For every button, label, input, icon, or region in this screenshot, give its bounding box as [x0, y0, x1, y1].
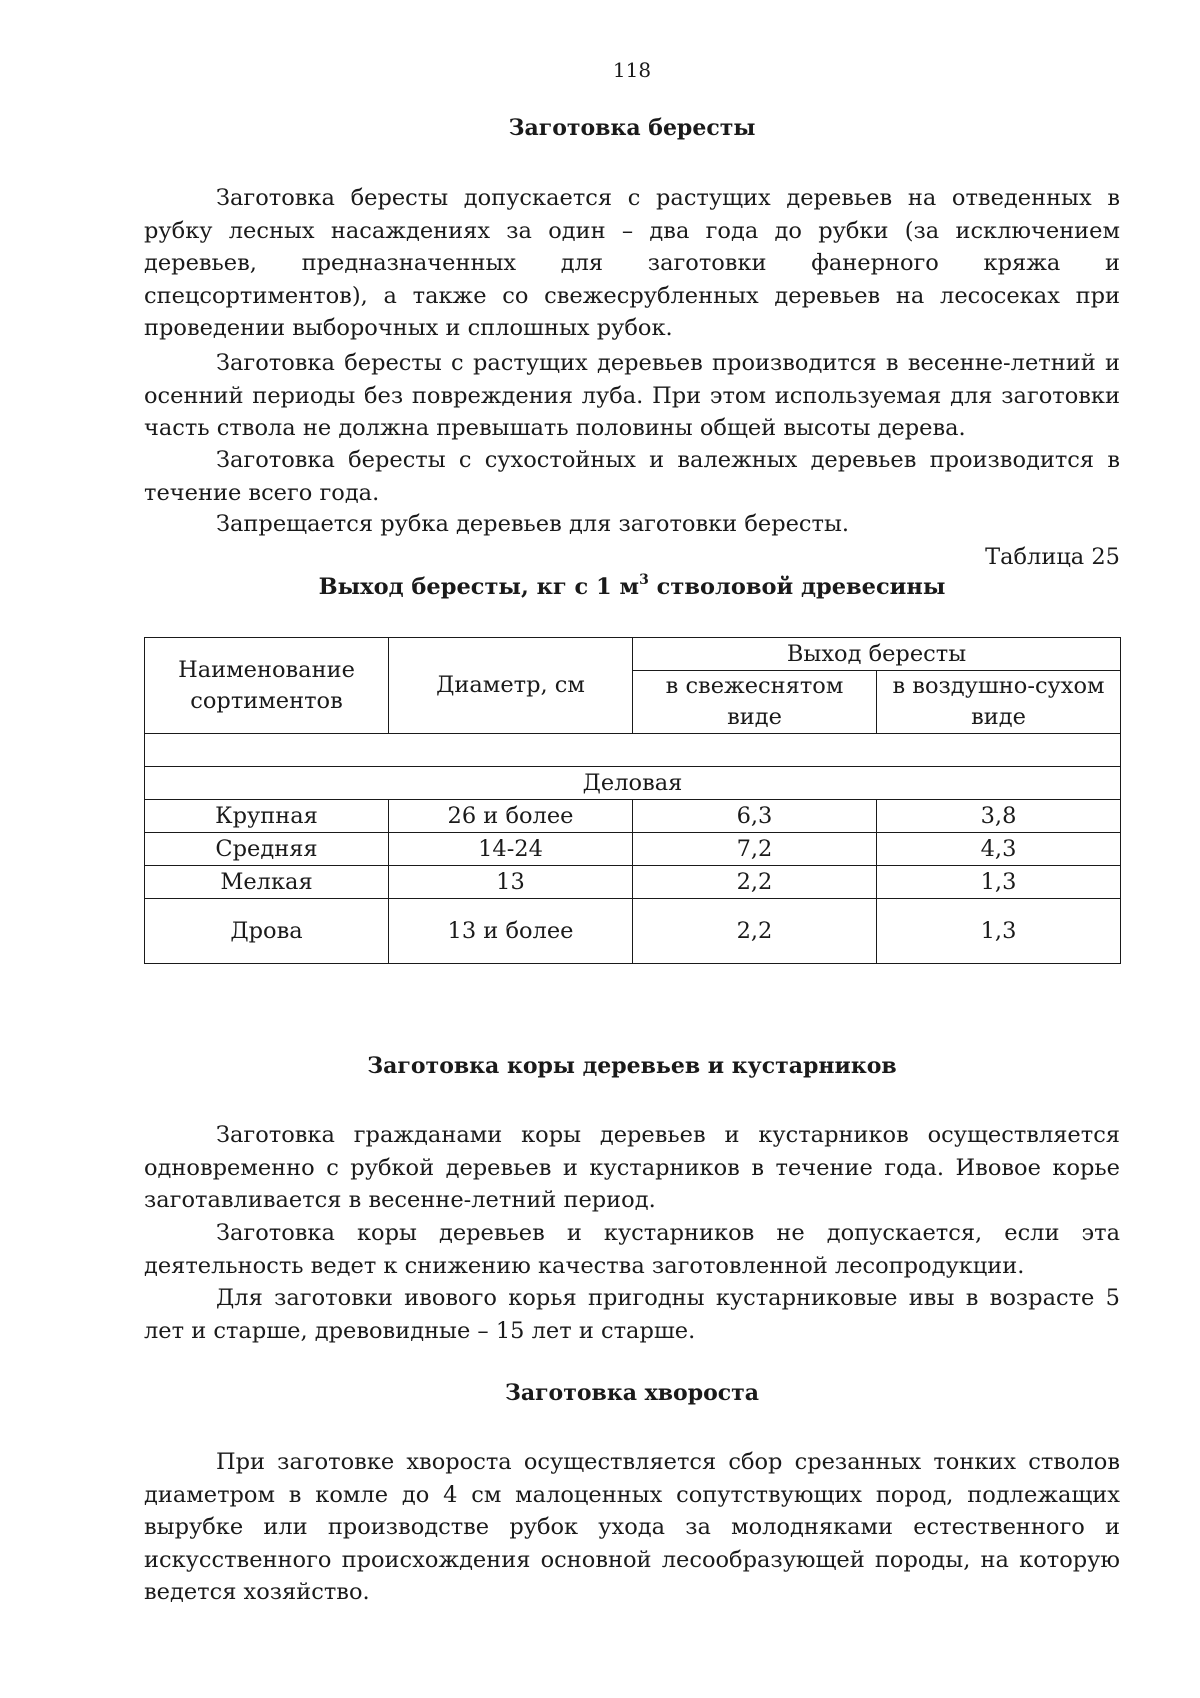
cell-fresh: 2,2	[633, 899, 877, 964]
cell-diameter: 13	[389, 866, 633, 899]
table-title-tail: стволовой древесины	[648, 574, 946, 600]
section-title-birch-bark: Заготовка бересты	[508, 115, 756, 141]
table-row	[145, 899, 1121, 964]
header-fresh: в свежеснятом виде	[633, 671, 877, 734]
cell-fresh: 6,3	[633, 800, 877, 833]
blank-cell	[145, 734, 1121, 767]
header-dry: в воздушно-сухом виде	[877, 671, 1121, 734]
table-section-row	[145, 767, 1121, 800]
header-name: Наименование сортиментов	[145, 638, 389, 734]
cell-dry: 1,3	[877, 866, 1121, 899]
paragraph: Заготовка бересты допускается с растущих деревьев на отведенных в рубку лесных насаждениях за один – два года до рубки (за исключением деревьев, предназначенных для заготовки фанерного кряжа и спецсортиментов), а также со свежесрубленных деревьев на лесосеках при проведении выборочных и сплошных рубок.	[144, 185, 1120, 342]
paragraph: Заготовка бересты с сухостойных и валежных деревьев производится в течение всего года.	[144, 447, 1120, 506]
cell-diameter: 14-24	[389, 833, 633, 866]
cell-name: Крупная	[145, 800, 389, 833]
paragraph: Заготовка бересты с растущих деревьев производится в весенне-летний и осенний периоды без повреждения луба. При этом используемая для заготовки часть ствола не должна превышать половины общей высоты дерева.	[144, 350, 1120, 442]
page-number: 118	[612, 58, 652, 82]
section-label-cell: Деловая	[145, 767, 1121, 800]
table-row	[145, 800, 1121, 833]
cell-diameter: 26 и более	[389, 800, 633, 833]
cell-name: Средняя	[145, 833, 389, 866]
paragraph: Заготовка гражданами коры деревьев и кустарников осуществляется одновременно с рубкой деревьев и кустарников в течение года. Ивовое корье заготавливается в весенне-летний период.	[144, 1122, 1120, 1214]
cell-diameter: 13 и более	[389, 899, 633, 964]
cell-dry: 1,3	[877, 899, 1121, 964]
cell-dry: 4,3	[877, 833, 1121, 866]
header-diameter: Диаметр, см	[389, 638, 633, 734]
paragraph: Запрещается рубка деревьев для заготовки бересты.	[216, 511, 850, 537]
cell-fresh: 7,2	[633, 833, 877, 866]
cell-name: Дрова	[145, 899, 389, 964]
table-title-main: Выход бересты, кг с 1 м	[318, 574, 640, 600]
table-row	[145, 833, 1121, 866]
paragraph: Заготовка коры деревьев и кустарников не допускается, если эта деятельность ведет к снижению качества заготовленной лесопродукции.	[144, 1220, 1120, 1279]
section-title-bark: Заготовка коры деревьев и кустарников	[367, 1053, 897, 1079]
cell-dry: 3,8	[877, 800, 1121, 833]
table-blank-row	[145, 734, 1121, 767]
paragraph: Для заготовки ивового корья пригодны кустарниковые ивы в возрасте 5 лет и старше, древовидные – 15 лет и старше.	[144, 1285, 1120, 1344]
table-number-label: Таблица 25	[985, 544, 1120, 570]
table-header-row	[145, 638, 1121, 671]
table-row	[145, 866, 1121, 899]
birch-bark-yield-table	[144, 637, 1121, 964]
table-title-superscript: 3	[639, 571, 649, 588]
cell-name: Мелкая	[145, 866, 389, 899]
paragraph: При заготовке хвороста осуществляется сбор срезанных тонких стволов диаметром в комле до 4 см малоценных сопутствующих пород, подлежащих вырубке или производстве рубок ухода за молодняками естественного и искусственного происхождения основной лесообразующей породы, на которую ведется хозяйство.	[144, 1449, 1120, 1606]
header-yield-group: Выход бересты	[633, 638, 1121, 671]
table-title	[144, 571, 1120, 603]
cell-fresh: 2,2	[633, 866, 877, 899]
section-title-brushwood: Заготовка хвороста	[504, 1380, 760, 1406]
